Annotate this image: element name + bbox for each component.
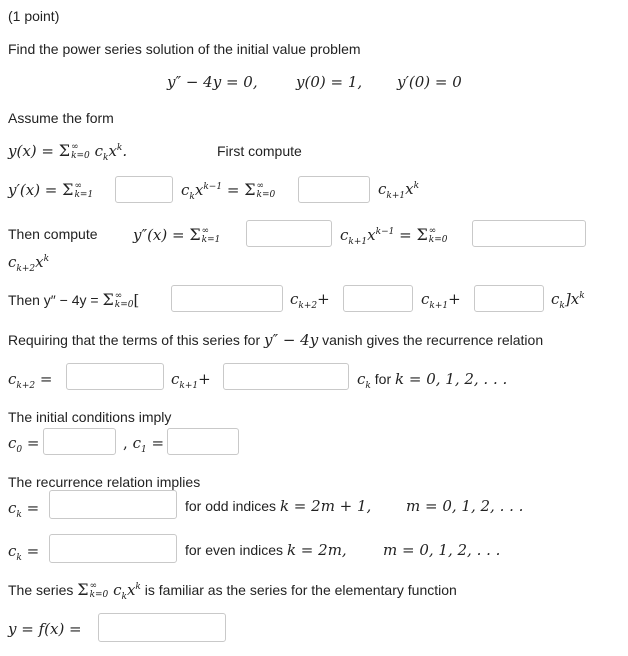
odd-indices-text bbox=[185, 497, 371, 515]
first-derivative-coef-input[interactable] bbox=[115, 176, 173, 203]
c1-c: c bbox=[132, 434, 141, 452]
equals-sign: = bbox=[35, 370, 53, 388]
close-bracket: ]x bbox=[564, 290, 580, 308]
equals-sign: = bbox=[394, 226, 417, 244]
mid-term-sub: k bbox=[189, 192, 195, 202]
ck-c: c bbox=[8, 499, 17, 517]
series-line-lhs-text: Then y″ − 4y = bbox=[8, 292, 103, 308]
sum-lower: k=0 bbox=[114, 300, 134, 310]
mid-term-c: c bbox=[340, 226, 349, 244]
series-term-1 bbox=[290, 290, 330, 311]
end-term-x: x bbox=[35, 253, 44, 271]
term-c: c bbox=[290, 290, 299, 308]
plus-sign: + bbox=[198, 370, 211, 388]
end-term-sub: k+2 bbox=[16, 264, 36, 274]
assumed-form: y(x) = Σ ∞ k=0 $c_kx^k$. bbox=[8, 141, 128, 163]
term-sub: k+2 bbox=[298, 301, 318, 311]
series-coef-2-input[interactable] bbox=[343, 285, 413, 312]
sum-upper: ∞ bbox=[428, 226, 437, 236]
second-derivative-coef-input[interactable] bbox=[246, 220, 332, 247]
comma: , bbox=[123, 434, 128, 452]
mid-term-exp: k−1 bbox=[375, 227, 395, 237]
mid-sub: k+1 bbox=[179, 381, 199, 391]
plus-sign: + bbox=[317, 290, 330, 308]
series-coef-3-input[interactable] bbox=[474, 285, 544, 312]
problem-prompt: Find the power series solution of the initial value problem bbox=[8, 41, 361, 57]
sum-upper: ∞ bbox=[201, 226, 210, 236]
sum-lower: k=0 bbox=[89, 590, 109, 600]
second-derivative-lhs bbox=[133, 225, 220, 245]
first-derivative-lhs-text: y′(x) = bbox=[8, 181, 63, 199]
lhs-c: c bbox=[8, 370, 17, 388]
sum-upper: ∞ bbox=[114, 291, 123, 301]
even-indices-text bbox=[185, 541, 347, 559]
equals-sign: = bbox=[22, 434, 40, 452]
sum-limits bbox=[257, 182, 276, 200]
second-derivative-lhs-text: y″(x) = bbox=[133, 226, 190, 244]
assume-label: Assume the form bbox=[8, 110, 114, 126]
ck-even-label bbox=[8, 542, 40, 563]
requiring-sentence bbox=[8, 331, 543, 349]
assumed-form-lhs: y(x) = bbox=[8, 142, 59, 160]
odd-math: k = 2m + 1, bbox=[279, 497, 372, 515]
equals-sign: = bbox=[146, 434, 165, 452]
term-c: c bbox=[551, 290, 560, 308]
for-word: for bbox=[370, 371, 395, 387]
sum-upper: ∞ bbox=[71, 142, 79, 152]
c0-input[interactable] bbox=[43, 428, 116, 455]
ck-c: c bbox=[8, 542, 17, 560]
mid-c: c bbox=[171, 370, 180, 388]
sum-limits bbox=[71, 143, 90, 161]
mid-term-x: x bbox=[367, 226, 376, 244]
mid-term-c: c bbox=[181, 181, 190, 199]
even-range: m = 0, 1, 2, . . . bbox=[383, 541, 501, 559]
ck-odd-label bbox=[8, 499, 40, 520]
end-c: c bbox=[357, 370, 366, 388]
series-term-3 bbox=[551, 290, 585, 311]
recurrence-coef-2-input[interactable] bbox=[223, 363, 349, 390]
c0-label bbox=[8, 434, 40, 455]
first-derivative-end bbox=[378, 180, 420, 201]
sum-upper: ∞ bbox=[74, 181, 82, 191]
initial-condition-1: y(0) = 1, bbox=[296, 73, 363, 91]
familiar-sentence bbox=[8, 580, 457, 600]
familiar-text-a: The series bbox=[8, 582, 78, 598]
end-term-exp: k bbox=[413, 181, 420, 191]
term-c: c bbox=[421, 290, 430, 308]
assumed-term-sub: k bbox=[102, 153, 109, 163]
initial-condition-2: y′(0) = 0 bbox=[397, 73, 462, 91]
series-term-2 bbox=[421, 290, 461, 311]
sum-limits bbox=[202, 227, 221, 245]
recurrence-end bbox=[357, 370, 508, 391]
sum-limits bbox=[115, 292, 134, 310]
assumed-term-c: c bbox=[94, 142, 103, 160]
recurrence-implies-label: The recurrence relation implies bbox=[8, 474, 201, 490]
requiring-text-b: vanish gives the recurrence relation bbox=[318, 332, 544, 348]
sum-upper: ∞ bbox=[89, 581, 98, 591]
sum-lower: k=0 bbox=[71, 151, 90, 161]
sum-symbol: Σ bbox=[244, 180, 256, 199]
first-compute-label: First compute bbox=[217, 143, 302, 159]
c1-input[interactable] bbox=[167, 428, 239, 455]
c0-sub: 0 bbox=[16, 445, 23, 455]
sum-upper: ∞ bbox=[256, 181, 264, 191]
term-x: x bbox=[126, 581, 136, 599]
sum-limits bbox=[90, 582, 109, 600]
term-sub: k bbox=[121, 592, 127, 602]
end-term-exp: k bbox=[43, 254, 50, 264]
initial-conditions-label: The initial conditions imply bbox=[8, 409, 172, 425]
sum-limits bbox=[429, 227, 448, 245]
end-term-sub: k+1 bbox=[386, 191, 406, 201]
even-math: k = 2m, bbox=[286, 541, 347, 559]
sum-symbol: Σ bbox=[102, 290, 114, 309]
first-derivative-shifted-coef-input[interactable] bbox=[298, 176, 370, 203]
sum-lower: k=0 bbox=[428, 235, 448, 245]
sum-symbol: Σ bbox=[77, 580, 89, 599]
lhs-sub: k+2 bbox=[16, 381, 36, 391]
first-derivative-lhs bbox=[8, 180, 93, 200]
requiring-math: y″ − 4y bbox=[264, 331, 319, 349]
end-term-x: x bbox=[405, 180, 414, 198]
mid-term-x: x bbox=[194, 181, 204, 199]
ck-even-input[interactable] bbox=[49, 534, 177, 563]
recurrence-range: k = 0, 1, 2, . . . bbox=[395, 370, 508, 388]
sum-limits bbox=[74, 182, 93, 200]
second-derivative-shifted-coef-input[interactable] bbox=[472, 220, 586, 247]
ck-odd-input[interactable] bbox=[49, 490, 177, 519]
series-coef-1-input[interactable] bbox=[171, 285, 283, 312]
assumed-term-exp: k bbox=[116, 143, 123, 153]
recurrence-lhs bbox=[8, 370, 53, 391]
sum-symbol: Σ bbox=[189, 225, 201, 244]
recurrence-coef-1-input[interactable] bbox=[66, 363, 164, 390]
term-exp: k bbox=[579, 291, 585, 301]
then-compute-label: Then compute bbox=[8, 226, 98, 242]
c0-c: c bbox=[8, 434, 17, 452]
second-derivative-mid bbox=[340, 225, 448, 245]
final-function-input[interactable] bbox=[98, 613, 226, 642]
term-exp: k bbox=[135, 582, 141, 592]
ck-sub: k bbox=[16, 553, 22, 563]
even-text: for even indices bbox=[185, 542, 287, 558]
plus-sign: + bbox=[448, 290, 461, 308]
sum-lower: k=1 bbox=[74, 190, 94, 200]
end-term-c: c bbox=[378, 180, 387, 198]
term-c: c bbox=[113, 581, 122, 599]
odd-text: for odd indices bbox=[185, 498, 280, 514]
end-sub: k bbox=[365, 381, 371, 391]
sum-symbol: Σ bbox=[62, 180, 74, 199]
c1-label bbox=[123, 434, 165, 455]
ck-sub: k bbox=[16, 510, 22, 520]
equals-sign: = bbox=[21, 499, 40, 517]
sum-symbol: Σ bbox=[416, 225, 428, 244]
equals-sign: = bbox=[222, 181, 245, 199]
first-derivative-mid bbox=[181, 180, 275, 200]
recurrence-mid bbox=[171, 370, 211, 391]
odd-range: m = 0, 1, 2, . . . bbox=[406, 497, 524, 515]
mid-term-exp: k−1 bbox=[203, 182, 223, 192]
problem-equation: y″ − 4y = 0, bbox=[167, 73, 258, 91]
term-sub: k+1 bbox=[429, 301, 449, 311]
sum-lower: k=1 bbox=[201, 235, 221, 245]
term-sub: k bbox=[559, 301, 565, 311]
equals-sign: = bbox=[21, 542, 40, 560]
c1-sub: 1 bbox=[140, 445, 147, 455]
second-derivative-end bbox=[8, 253, 50, 274]
sum-lower: k=0 bbox=[256, 190, 276, 200]
mid-term-sub: k+1 bbox=[348, 237, 368, 247]
end-term-c: c bbox=[8, 253, 17, 271]
series-line-lhs bbox=[8, 290, 139, 310]
points-label: (1 point) bbox=[8, 8, 60, 24]
open-bracket: [ bbox=[133, 291, 140, 309]
assumed-term-x: x bbox=[108, 142, 117, 160]
familiar-text-b: is familiar as the series for the elementary function bbox=[140, 582, 457, 598]
sum-symbol: Σ bbox=[58, 141, 71, 160]
requiring-text-a: Requiring that the terms of this series for bbox=[8, 332, 264, 348]
final-lhs: y = f(x) = bbox=[8, 620, 82, 638]
